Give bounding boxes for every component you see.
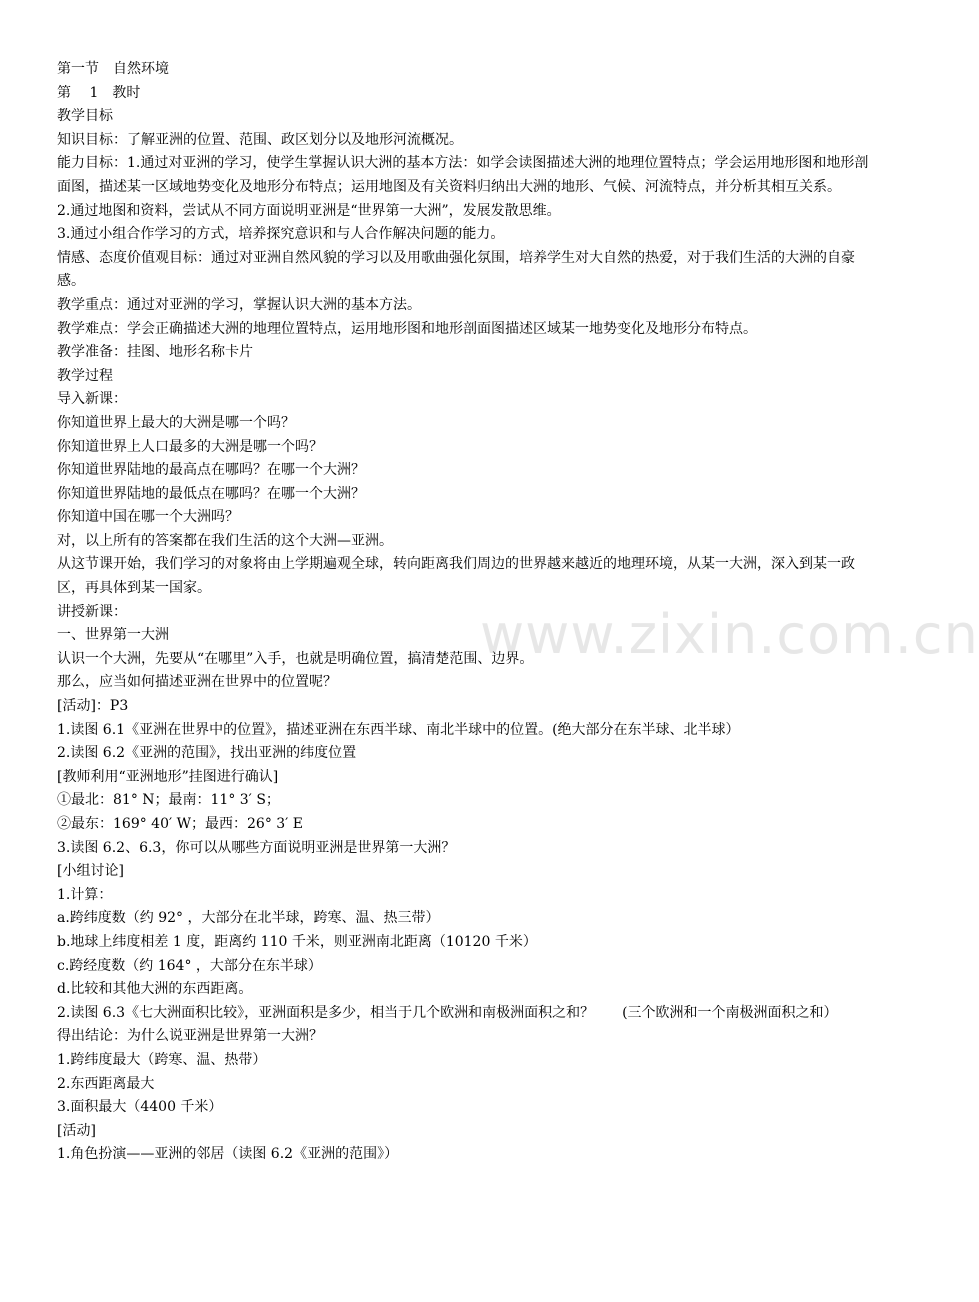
section-title: 第一节 自然环境 xyxy=(57,61,169,77)
activity-label: [活动]：P3 xyxy=(57,698,129,715)
emotion-goal: 情感、态度价值观目标：通过对亚洲自然风貌的学习以及用歌曲强化氛围，培养学生对大自然的热爱，对于我们生活的大洲的自豪感。 xyxy=(57,249,855,290)
paragraph: 从这节课开始，我们学习的对象将由上学期遍观全球，转向距离我们周边的世界越来越近的地理环境，从某一大洲，深入到某一政区，再具体到某一国家。 xyxy=(57,556,855,597)
list-item: 3.读图 6.2、6.3，你可以从哪些方面说明亚洲是世界第一大洲？ xyxy=(57,839,456,856)
question-line: 你知道世界陆地的最低点在哪吗？在哪一个大洲？ xyxy=(57,485,365,502)
list-item: 2.读图 6.2《亚洲的范围》，找出亚洲的纬度位置 xyxy=(57,745,357,762)
conclusion-line: 得出结论：为什么说亚洲是世界第一大洲？ xyxy=(57,1028,323,1045)
list-item: 3.面积最大（4400 千米） xyxy=(57,1099,223,1116)
ability-goal: 能力目标：1.通过对亚洲的学习，使学生掌握认识大洲的基本方法：如学会读图描述大洲的地理位置特点；学会运用地形图和地形剖面图，描述某一区域地势变化及地形分布特点；运用地图及有关资料归纳出大洲的地形、气候、河流特点，并分析其相互关系。 xyxy=(57,155,869,195)
answer-line: 对，以上所有的答案都在我们生活的这个大洲—亚洲。 xyxy=(57,532,393,549)
question-line: 你知道世界上人口最多的大洲是哪一个吗？ xyxy=(57,438,323,455)
teaching-difficulty: 教学难点：学会正确描述大洲的地理位置特点，运用地形图和地形剖面图描述区域某一地势变化及地形分布特点。 xyxy=(57,320,757,337)
paragraph: 认识一个大洲，先要从“在哪里”入手，也就是明确位置，搞清楚范围、边界。 xyxy=(57,650,534,667)
watermark: www.zixin.com.cn xyxy=(480,603,979,666)
list-item: ①最北：81° N；最南：11° 3′ S； xyxy=(57,792,280,809)
question-line: 你知道世界陆地的最高点在哪吗？在哪一个大洲？ xyxy=(57,462,365,479)
heading-teaching-process: 教学过程 xyxy=(57,367,113,384)
list-item: a.跨纬度数（约 92° ，大部分在北半球，跨寒、温、热三带） xyxy=(57,910,440,927)
list-item: d.比较和其他大洲的东西距离。 xyxy=(57,981,253,998)
heading-teaching-goals: 教学目标 xyxy=(57,108,113,125)
list-item: 2.读图 6.3《七大洲面积比较》，亚洲面积是多少，相当于几个欧洲和南极洲面积之和？ (三个欧洲和一个南极洲面积之和） xyxy=(57,1004,838,1021)
section-heading: 一、世界第一大洲 xyxy=(57,627,169,644)
activity-label: [活动] xyxy=(57,1122,96,1139)
question-line: 你知道世界上最大的大洲是哪一个吗？ xyxy=(57,414,295,431)
document-body xyxy=(57,58,879,1167)
list-item: b.地球上纬度相差 1 度，距离约 110 千米，则亚洲南北距离（10120 千米） xyxy=(57,933,537,950)
lesson-period: 第 1 教时 xyxy=(57,84,141,101)
teacher-note: [教师利用“亚洲地形”挂图进行确认] xyxy=(57,768,279,785)
heading-new-lesson: 讲授新课： xyxy=(57,603,127,620)
list-item: 2.东西距离最大 xyxy=(57,1075,155,1092)
list-item: c.跨经度数（约 164° ，大部分在东半球） xyxy=(57,957,322,974)
paragraph: 那么，应当如何描述亚洲在世界中的位置呢？ xyxy=(57,674,337,691)
list-item: 1.角色扮演——亚洲的邻居（读图 6.2《亚洲的范围》） xyxy=(57,1146,399,1163)
teaching-preparation: 教学准备：挂图、地形名称卡片 xyxy=(57,344,253,361)
group-discussion-label: [小组讨论] xyxy=(57,863,124,880)
ability-goal-3: 3.通过小组合作学习的方式，培养探究意识和与人合作解决问题的能力。 xyxy=(57,226,505,243)
list-item: 1.跨纬度最大（跨寒、温、热带） xyxy=(57,1051,267,1068)
knowledge-goal: 知识目标：了解亚洲的位置、范围、政区划分以及地形河流概况。 xyxy=(57,131,463,148)
list-item: ②最东：169° 40′ W；最西：26° 3′ E xyxy=(57,816,304,832)
question-line: 你知道中国在哪一个大洲吗？ xyxy=(57,509,239,526)
ability-goal-2: 2.通过地图和资料，尝试从不同方面说明亚洲是“世界第一大洲”，发展发散思维。 xyxy=(57,202,561,219)
list-item: 1.计算： xyxy=(57,886,113,903)
teaching-focus: 教学重点：通过对亚洲的学习，掌握认识大洲的基本方法。 xyxy=(57,296,421,313)
list-item: 1.读图 6.1《亚洲在世界中的位置》，描述亚洲在东西半球、南北半球中的位置。(绝大部分在东半球、北半球） xyxy=(57,721,740,738)
heading-introduction: 导入新课： xyxy=(57,391,127,408)
